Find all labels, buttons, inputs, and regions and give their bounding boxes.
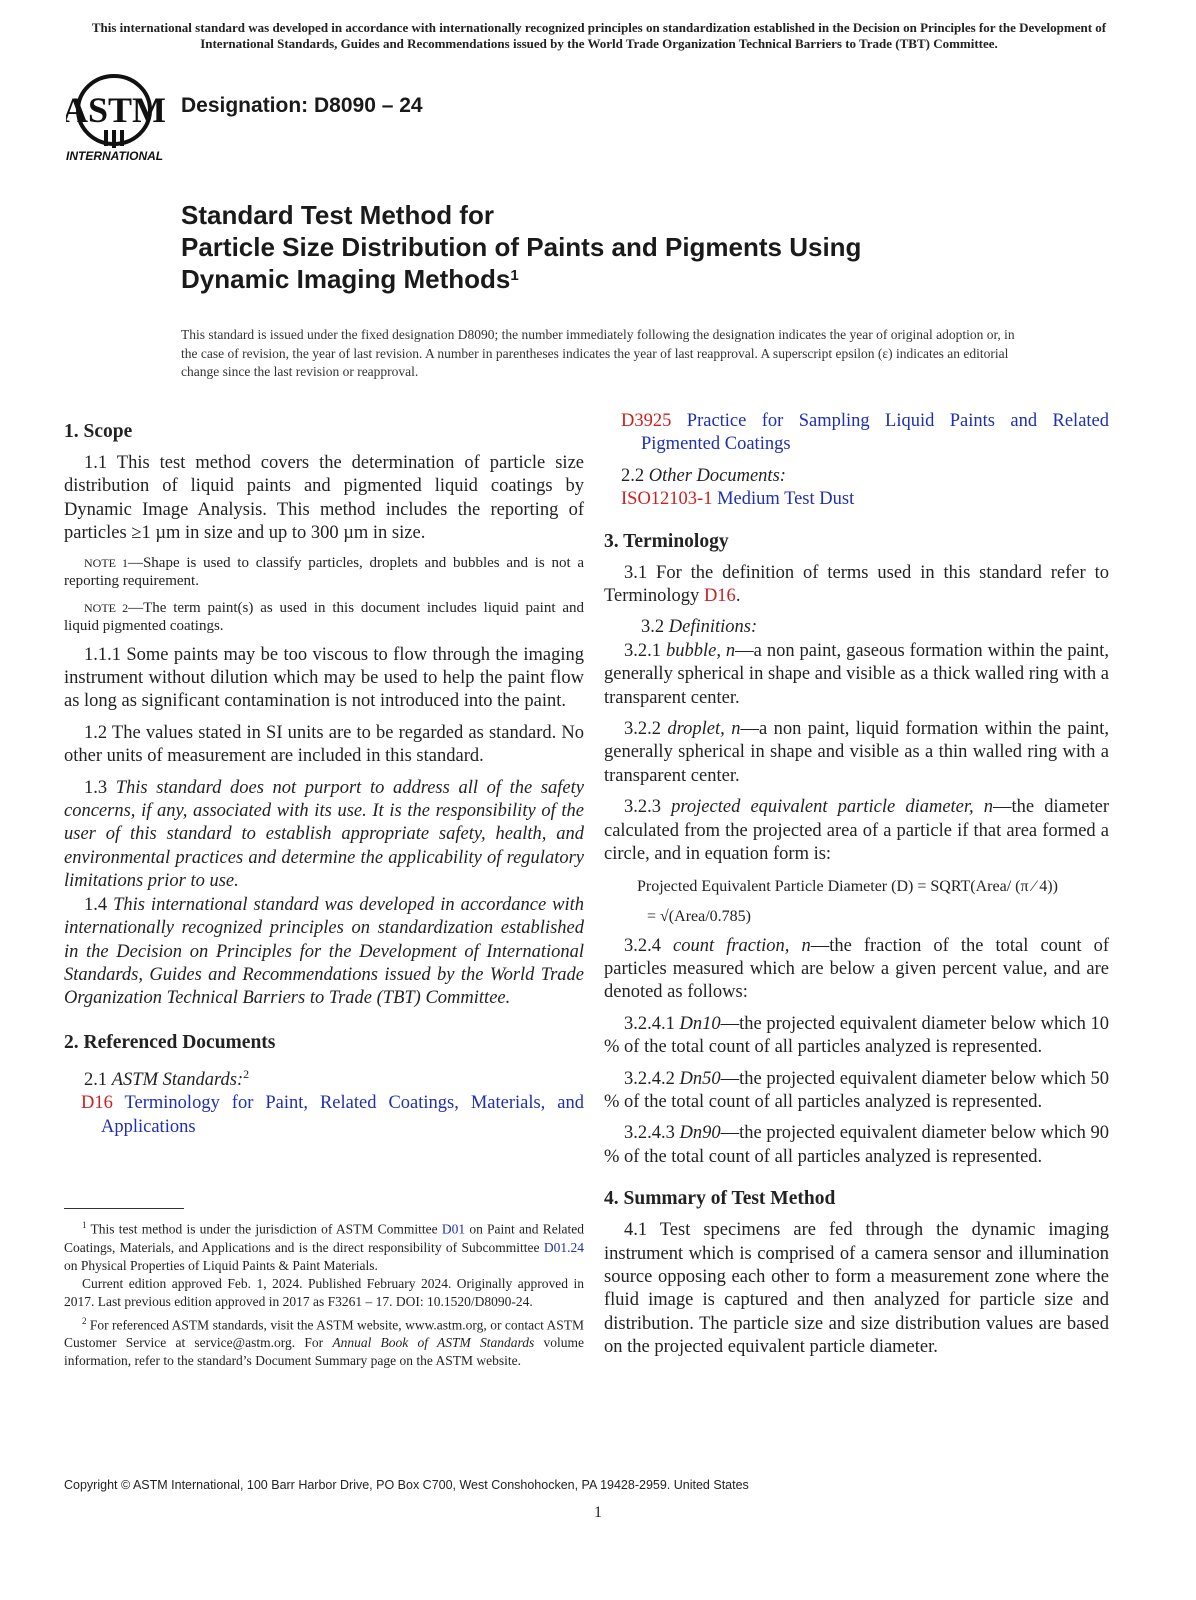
para-3-2-4-2: 3.2.4.2 Dn50—the projected equivalent diameter below which 50 % of the total count of all particles analyzed is represented.	[604, 1068, 1109, 1112]
para-2-2: 2.2 Other Documents:	[621, 465, 786, 486]
designation: Designation: D8090 – 24	[181, 94, 423, 117]
para-1-3: 1.3 This standard does not purport to address all of the safety concerns, if any, associated with its use. It is the responsibility of the user of this standard to establish appropriate safety, health, and environmental practices and determine the applicability of regulatory limitations prior to use.	[64, 777, 584, 892]
astm-logo-mark-icon	[66, 70, 168, 166]
para-3-2-3: 3.2.3 projected equivalent particle diameter, n—the diameter calculated from the projected area of a particle if that area formed a circle, and in equation form is:	[604, 797, 1109, 865]
para-3-2: 3.2 Definitions:	[641, 617, 758, 638]
issue-note: This standard is issued under the fixed designation D8090; the number immediately following the designation indicates the year of original adoption or, in the case of revision, the year of last revision. A number in parentheses indicates the year of last reapproval. A superscript epsilon (ε) indicates an editorial change since the last revision or reapproval.	[181, 327, 1015, 379]
title-line-2: Particle Size Distribution of Paints and Pigments Using	[181, 232, 862, 262]
astm-logo	[66, 70, 168, 166]
copyright: Copyright © ASTM International, 100 Barr Harbor Drive, PO Box C700, West Conshohocken, PA 19428-2959. United States	[64, 1478, 749, 1492]
footnote-divider	[64, 1208, 184, 1209]
note-1: NOTE 1—Shape is used to classify particles, droplets and bubbles and is not a reporting requirement.	[64, 554, 584, 590]
para-3-2-4-3: 3.2.4.3 Dn90—the projected equivalent diameter below which 90 % of the total count of all particles analyzed is represented.	[604, 1123, 1109, 1167]
section-2-heading: 2. Referenced Documents	[64, 1031, 276, 1053]
ref-d16-code[interactable]: D16	[81, 1093, 113, 1114]
para-3-1: 3.1 For the definition of terms used in this standard refer to Terminology D16.	[604, 562, 1109, 607]
section-3-heading: 3. Terminology	[604, 530, 729, 552]
ref-d16[interactable]	[64, 1092, 584, 1139]
para-3-2-4-1: 3.2.4.1 Dn10—the projected equivalent diameter below which 10 % of the total count of all particles analyzed is represented.	[604, 1013, 1109, 1058]
para-3-2-4: 3.2.4 count fraction, n—the fraction of the total count of particles measured which are below a given percent value, and are denoted as follows:	[604, 935, 1110, 1003]
equation-line-1: Projected Equivalent Particle Diameter (D) = SQRT(Area/ (π ⁄ 4))	[637, 877, 1058, 895]
para-1-4: 1.4 This international standard was developed in accordance with internationally recognized principles on standardization established in the Decision on Principles for the Development of International Standards, Guides and Recommendations issued by the World Trade Organization Technical Barriers to Trade (TBT) Committee.	[64, 894, 585, 1009]
document-title	[181, 199, 1041, 295]
para-2-1: 2.1 ASTM Standards:$^2$	[84, 1066, 250, 1090]
para-1-2: 1.2 The values stated in SI units are to be regarded as standard. No other units of measurement are included in this standard.	[64, 722, 584, 767]
footnote-2: $^2$ For referenced ASTM standards, visit the ASTM website, www.astm.org, or contact ASTM Customer Service at service@astm.org. For Annual Book of ASTM Standards volume information, refer to the standard’s Document Summary page on the ASTM website.	[64, 1315, 585, 1369]
title-footnote-mark: 1	[510, 267, 519, 284]
ref-d3925[interactable]: D3925 Practice for Sampling Liquid Paints and Related Pigmented Coatings	[621, 411, 1110, 455]
link-d01-24[interactable]: D01.24	[543, 1239, 584, 1255]
link-d01[interactable]: D01	[441, 1221, 466, 1237]
para-3-2-2: 3.2.2 droplet, n—a non paint, liquid formation within the paint, generally spherical in shape and visible as a thin walled ring with a transparent center.	[604, 719, 1109, 786]
para-1-1: 1.1 This test method covers the determination of particle size distribution of liquid paints and pigmented liquid coatings by Dynamic Image Analysis. This method includes the reporting of particles ≥1 µm in size and up to 300 µm in size.	[64, 453, 584, 544]
left-column	[64, 420, 584, 1147]
section-4-heading: 4. Summary of Test Method	[604, 1188, 836, 1210]
note-2: NOTE 2—The term paint(s) as used in this document includes liquid paint and liquid pigmented coatings.	[64, 599, 584, 635]
section-1-heading: 1. Scope	[64, 421, 133, 442]
top-notice: This international standard was developed in accordance with internationally recognized principles on standardization established in the Decision on Principles for the Development of International Standards, Guides and Recommendations issued by the World Trade Organization Technical Barriers to Trade (TBT) Committee.	[91, 20, 1107, 51]
equation-line-2: = √(Area/0.785)	[647, 907, 751, 925]
logo-international: INTERNATIONAL	[66, 149, 164, 163]
footnote-1-edition: Current edition approved Feb. 1, 2024. Published February 2024. Originally approved in 2017. Last previous edition approved in 2017 as F3261 – 17. DOI: 10.1520/D8090-24.	[64, 1276, 584, 1310]
title-line-1: Standard Test Method for	[181, 200, 494, 230]
ref-d16-inline[interactable]: D16	[703, 586, 736, 607]
footnote-1: $^1$ This test method is under the jurisdiction of ASTM Committee D01 on Paint and Related Coatings, Materials, and Applications and is the direct responsibility of Subcommittee D01.24 on Physical Properties of Liquid Paints & Paint Materials.	[64, 1220, 584, 1273]
right-column	[604, 411, 1110, 1368]
footnotes	[64, 1216, 584, 1371]
para-4-1: 4.1 Test specimens are fed through the dynamic imaging instrument which is comprised of a camera sensor and illumination source opposing each other to form a measurement zone where the fluid image is captured and then analyzed for particle size and distribution. The particle size and size distribution values are based on the projected equivalent particle diameter.	[604, 1220, 1109, 1358]
para-3-2-1: 3.2.1 bubble, n—a non paint, gaseous formation within the paint, generally spherical in shape and visible as a thick walled ring with a transparent center.	[604, 640, 1110, 708]
title-line-3: Dynamic Imaging Methods$^1$	[181, 264, 519, 294]
ref-d16-title[interactable]: Terminology for Paint, Related Coatings, Materials, and Applications	[101, 1093, 584, 1137]
ref-iso[interactable]: ISO12103-1 Medium Test Dust	[621, 489, 855, 510]
logo-letters: ASTM	[66, 90, 167, 130]
para-1-1-1: 1.1.1 Some paints may be too viscous to flow through the imaging instrument without dilution which may be used to help the paint flow as long as significant contamination is not introduced into the paint.	[64, 644, 584, 712]
page-number: 1	[594, 1504, 602, 1521]
